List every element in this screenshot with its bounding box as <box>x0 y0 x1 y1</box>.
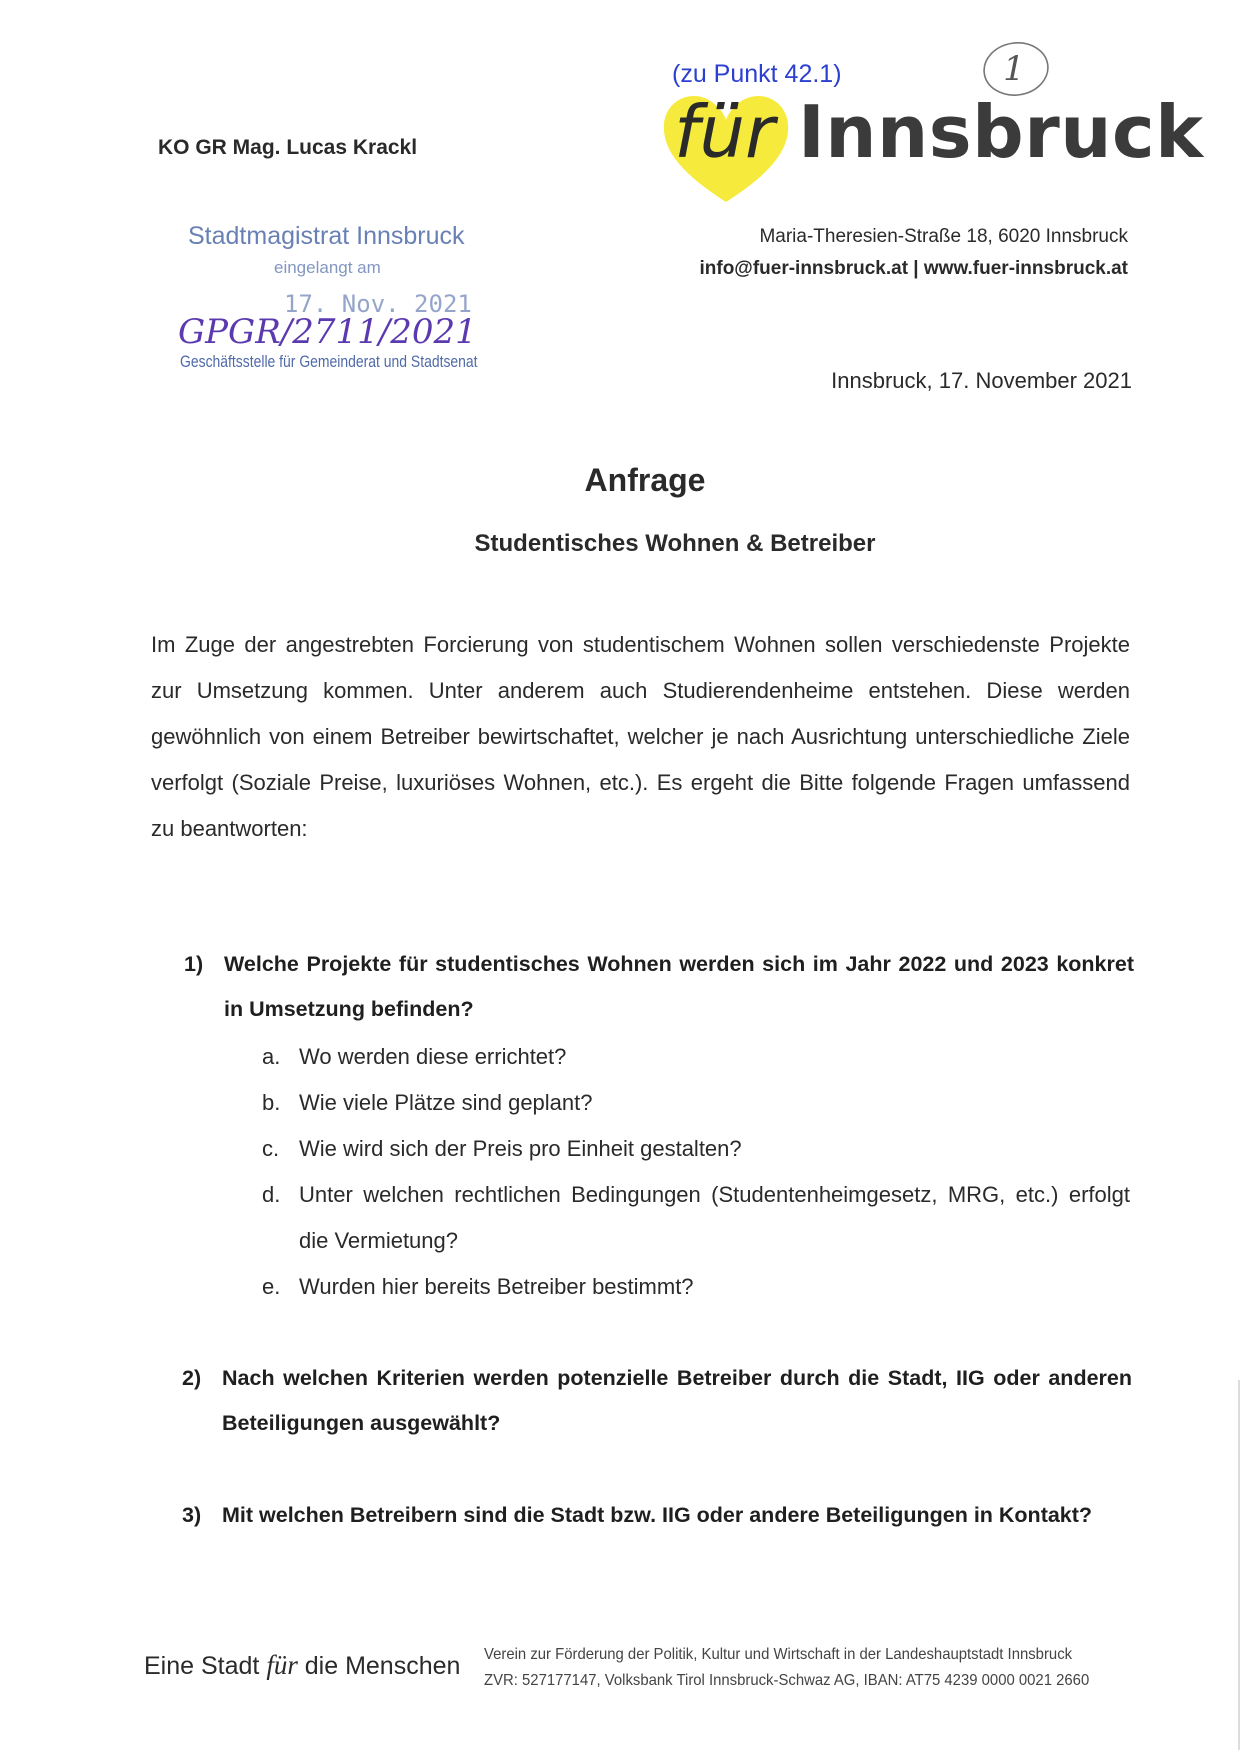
sub-question-text: Wie wird sich der Preis pro Einheit gestalten? <box>299 1136 742 1161</box>
logo-fuer-text: für <box>674 90 775 174</box>
sub-question-letter: d. <box>262 1182 281 1207</box>
slogan-end: die Menschen <box>297 1652 461 1680</box>
question-text: Nach welchen Kriterien werden potenzielle Betreiber durch die Stadt, IIG oder anderen Beteiligungen ausgewählt? <box>222 1366 1132 1435</box>
sub-question-a <box>262 1034 1130 1080</box>
sub-question-text: Unter welchen rechtlichen Bedingungen (Studentenheimgesetz, MRG, etc.) erfolgt die Vermietung? <box>299 1182 1130 1253</box>
stamp-department: Geschäftsstelle für Gemeinderat und Stadtsenat <box>180 352 478 371</box>
stamp-received-label: eingelangt am <box>274 258 381 277</box>
document-date: Innsbruck, 17. November 2021 <box>831 368 1132 393</box>
sub-question-text: Wurden hier bereits Betreiber bestimmt? <box>299 1274 694 1299</box>
question-text: Welche Projekte für studentisches Wohnen werden sich im Jahr 2022 und 2023 konkret in Umsetzung befinden? <box>224 952 1134 1021</box>
intro-paragraph: Im Zuge der angestrebten Forcierung von studentischem Wohnen sollen verschiedenste Projekte zur Umsetzung kommen. Unter anderem auch Studierendenheime entstehen. Diese werden gewöhnlich von einem Betreiber bewirtschaftet, welcher je nach Ausrichtung unterschiedliche Ziele verfolgt (Soziale Preise, luxuriöses Wohnen, etc.). Es ergeht die Bitte folgende Fragen umfassend zu beantworten: <box>151 632 1130 841</box>
slogan-start: Eine Stadt <box>144 1652 267 1680</box>
sub-question-c <box>262 1126 1130 1172</box>
sub-question-letter: a. <box>262 1044 281 1069</box>
question-3 <box>182 1493 1132 1543</box>
stamp-office: Stadtmagistrat Innsbruck <box>188 222 465 250</box>
question-number: 2) <box>182 1366 202 1390</box>
received-stamp <box>176 220 476 380</box>
document-title: Anfrage <box>584 462 706 498</box>
document-subtitle: Studentisches Wohnen & Betreiber <box>474 530 876 557</box>
question-text: Mit welchen Betreibern sind die Stadt bzw. IIG oder andere Beteiligungen in Kontakt? <box>222 1503 1093 1527</box>
stamp-date: 17. Nov. 2021 <box>284 290 472 318</box>
question-1 <box>184 942 1134 1042</box>
question-number: 3) <box>182 1503 202 1527</box>
address-street: Maria-Theresien-Straße 18, 6020 Innsbruck <box>759 226 1128 247</box>
sub-question-e <box>262 1264 1130 1310</box>
footer-bank-details: ZVR: 527177147, Volksbank Tirol Innsbruck-Schwaz AG, IBAN: AT75 4239 0000 0021 2660 <box>484 1672 1090 1689</box>
sub-question-letter: b. <box>262 1090 281 1115</box>
footer-slogan <box>144 1650 460 1681</box>
sub-question-letter: c. <box>262 1136 280 1161</box>
question-2 <box>182 1356 1132 1456</box>
circled-number: 1 <box>1003 49 1025 89</box>
footer-association: Verein zur Förderung der Politik, Kultur und Wirtschaft in der Landeshauptstadt Innsbruck <box>484 1646 1073 1663</box>
sub-question-letter: e. <box>262 1274 281 1299</box>
sub-question-d <box>262 1172 1130 1264</box>
question-number: 1) <box>184 952 204 976</box>
footer-info <box>484 1642 1089 1694</box>
sub-question-text: Wie viele Plätze sind geplant? <box>299 1090 593 1115</box>
handwritten-reference: GPGR/2711/2021 <box>178 312 477 352</box>
address-contact: info@fuer-innsbruck.at | www.fuer-innsbruck.at <box>699 258 1128 279</box>
sub-question-b <box>262 1080 1130 1126</box>
sub-question-text: Wo werden diese errichtet? <box>299 1044 567 1069</box>
fuer-innsbruck-logo <box>662 90 1204 210</box>
scan-edge-line <box>1238 1380 1240 1750</box>
agenda-reference-note: (zu Punkt 42.1) <box>672 60 842 88</box>
slogan-fuer: für <box>266 1650 298 1680</box>
logo-city-text: Innsbruck <box>798 90 1204 174</box>
sender-name: KO GR Mag. Lucas Krackl <box>158 136 418 159</box>
